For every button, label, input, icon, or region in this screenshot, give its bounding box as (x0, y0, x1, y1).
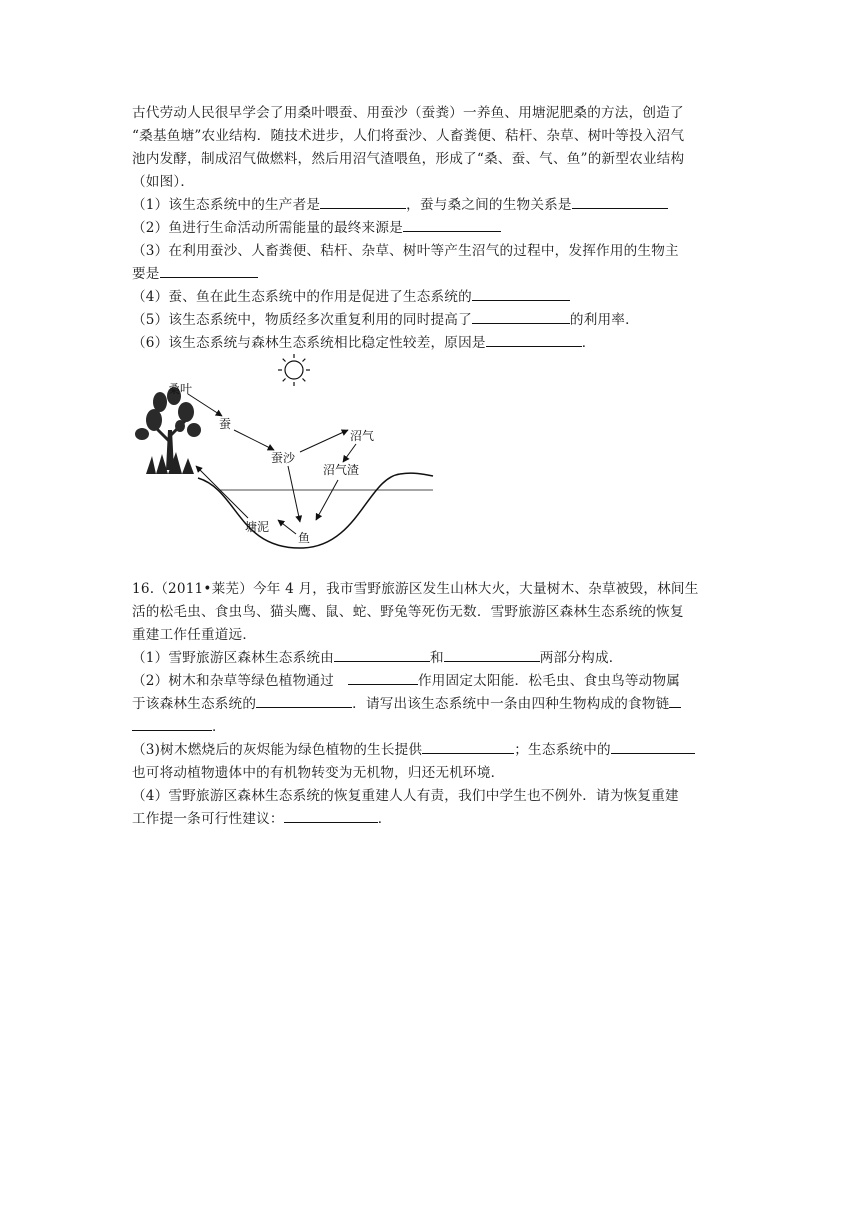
q15-item-1-text-a: （1）该生态系统中的生产者是 (132, 197, 321, 213)
label-biogas-residue: 沼气渣 (323, 463, 360, 477)
q16-item-2-text-d: ．请写出该生态系统中一条由四种生物构成的食物链 (352, 696, 670, 712)
q16-item-2c (132, 716, 732, 739)
answer-blank (611, 739, 695, 754)
answer-blank (444, 647, 540, 662)
q16-line-3: 重建工作任重道远． (132, 627, 257, 643)
arrow-residue-to-fish (316, 480, 338, 520)
arrow-fish-to-pond-mud (278, 520, 296, 534)
q15-item-1 (132, 194, 732, 217)
pond-outline (198, 473, 433, 548)
arrow-biogas-to-residue (343, 444, 356, 462)
q16-item-3a (132, 739, 732, 762)
q16-item-1-text-c: 两部分构成． (539, 650, 623, 666)
answer-blank (422, 739, 514, 754)
answer-blank (669, 693, 681, 708)
q16-item-2-text-e: ． (212, 719, 226, 735)
q16-line-1: 16.（2011•莱芜）今年 4 月，我市雪野旅游区发生山林大火，大量树木、杂草被毁，林间生 (132, 581, 699, 597)
mulberry-fish-pond-diagram (128, 350, 448, 560)
question-16 (132, 578, 732, 831)
q15-item-3b-text: 要是 (132, 266, 160, 282)
q15-item-3a: （3）在利用蚕沙、人畜粪便、秸杆、杂草、树叶等产生沼气的过程中，发挥作用的生物主 (132, 243, 679, 259)
q16-item-3-text-a: （3)树木燃烧后的灰烬能为绿色植物的生长提供 (132, 742, 423, 758)
answer-blank (160, 263, 258, 278)
q16-line-2: 活的松毛虫、食虫鸟、猫头鹰、鼠、蛇、野兔等死伤无数．雪野旅游区森林生态系统的恢复 (132, 604, 684, 620)
answer-blank (403, 217, 501, 232)
intro-line-4: （如图）． (132, 174, 195, 190)
arrow-dung-to-fish (288, 466, 300, 522)
arrow-dung-to-biogas (300, 430, 348, 452)
label-biogas: 沼气 (350, 429, 375, 443)
label-pond-mud: 塘泥 (245, 520, 270, 534)
answer-blank (572, 194, 668, 209)
answer-blank (256, 693, 352, 708)
q16-item-2-text-c: 于该森林生态系统的 (132, 696, 257, 712)
q16-item-2-text-b: 作用固定太阳能．松毛虫、食虫鸟等动物属 (417, 673, 681, 689)
answer-blank (284, 808, 378, 823)
q15-item-2-text: （2）鱼进行生命活动所需能量的最终来源是 (132, 220, 403, 236)
label-silkworm-dung: 蚕沙 (271, 451, 296, 465)
label-fish: 鱼 (298, 531, 311, 545)
q15-item-5 (132, 309, 732, 332)
answer-blank (348, 670, 418, 685)
q16-item-1-text-b: 和 (429, 650, 444, 666)
arrow-pond-mud-to-mulberry (196, 466, 248, 518)
intro-line-2: “桑基鱼塘”农业结构．随技术进步，人们将蚕沙、人畜粪便、秸杆、杂草、树叶等投入沼气 (132, 128, 685, 144)
q16-item-2-text-a: （2）树木和杂草等绿色植物通过 (132, 673, 334, 689)
answer-blank (320, 194, 406, 209)
q15-item-2 (132, 217, 732, 240)
intro-line-1: 古代劳动人民很早学会了用桑叶喂蚕、用蚕沙（蚕粪）一养鱼、用塘泥肥桑的方法，创造了 (132, 105, 684, 121)
q15-item-4 (132, 286, 732, 309)
q16-item-4b (132, 808, 732, 831)
arrow-silkworm-to-dung (234, 430, 274, 450)
answer-blank (486, 332, 582, 347)
q15-item-5-text-a: （5）该生态系统中，物质经多次重复利用的同时提高了 (132, 312, 472, 328)
q15-item-6-text-a: （6）该生态系统与森林生态系统相比稳定性较差，原因是 (132, 335, 486, 351)
q16-item-1-text-a: （1）雪野旅游区森林生态系统由 (132, 650, 334, 666)
answer-blank (472, 309, 570, 324)
label-silkworm: 蚕 (219, 417, 232, 431)
q15-item-1-text-b: ，蚕与桑之间的生物关系是 (406, 197, 572, 213)
answer-blank (132, 716, 212, 731)
label-mulberry: 桑叶 (168, 382, 193, 396)
q16-item-4a: （4）雪野旅游区森林生态系统的恢复重建人人有责，我们中学生也不例外．请为恢复重建 (132, 788, 679, 804)
q16-item-2b (132, 693, 732, 716)
answer-blank (334, 647, 430, 662)
q15-item-6-text-b: ． (581, 335, 596, 351)
q16-item-3b: 也可将动植物遗体中的有机物转变为无机物，归还无机环境． (132, 765, 505, 781)
answer-blank (472, 286, 570, 301)
q15-item-5-text-b: 的利用率． (569, 312, 639, 328)
q16-item-1 (132, 647, 732, 670)
question-15 (132, 102, 732, 355)
q15-item-4-text: （4）蚕、鱼在此生态系统中的作用是促进了生态系统的 (132, 289, 472, 305)
q16-item-2a (132, 670, 732, 693)
intro-line-3: 池内发酵，制成沼气做燃料，然后用沼气渣喂鱼，形成了“桑、蚕、气、鱼”的新型农业结构 (132, 151, 685, 167)
q16-item-4-text-b: 工作提一条可行性建议： (132, 811, 284, 827)
q15-item-3b (132, 263, 732, 286)
sun-icon (278, 354, 310, 386)
q16-item-4-text-c: ． (377, 811, 392, 827)
q16-item-3-text-b: ；生态系统中的 (514, 742, 611, 758)
mulberry-tree-icon (135, 387, 201, 474)
